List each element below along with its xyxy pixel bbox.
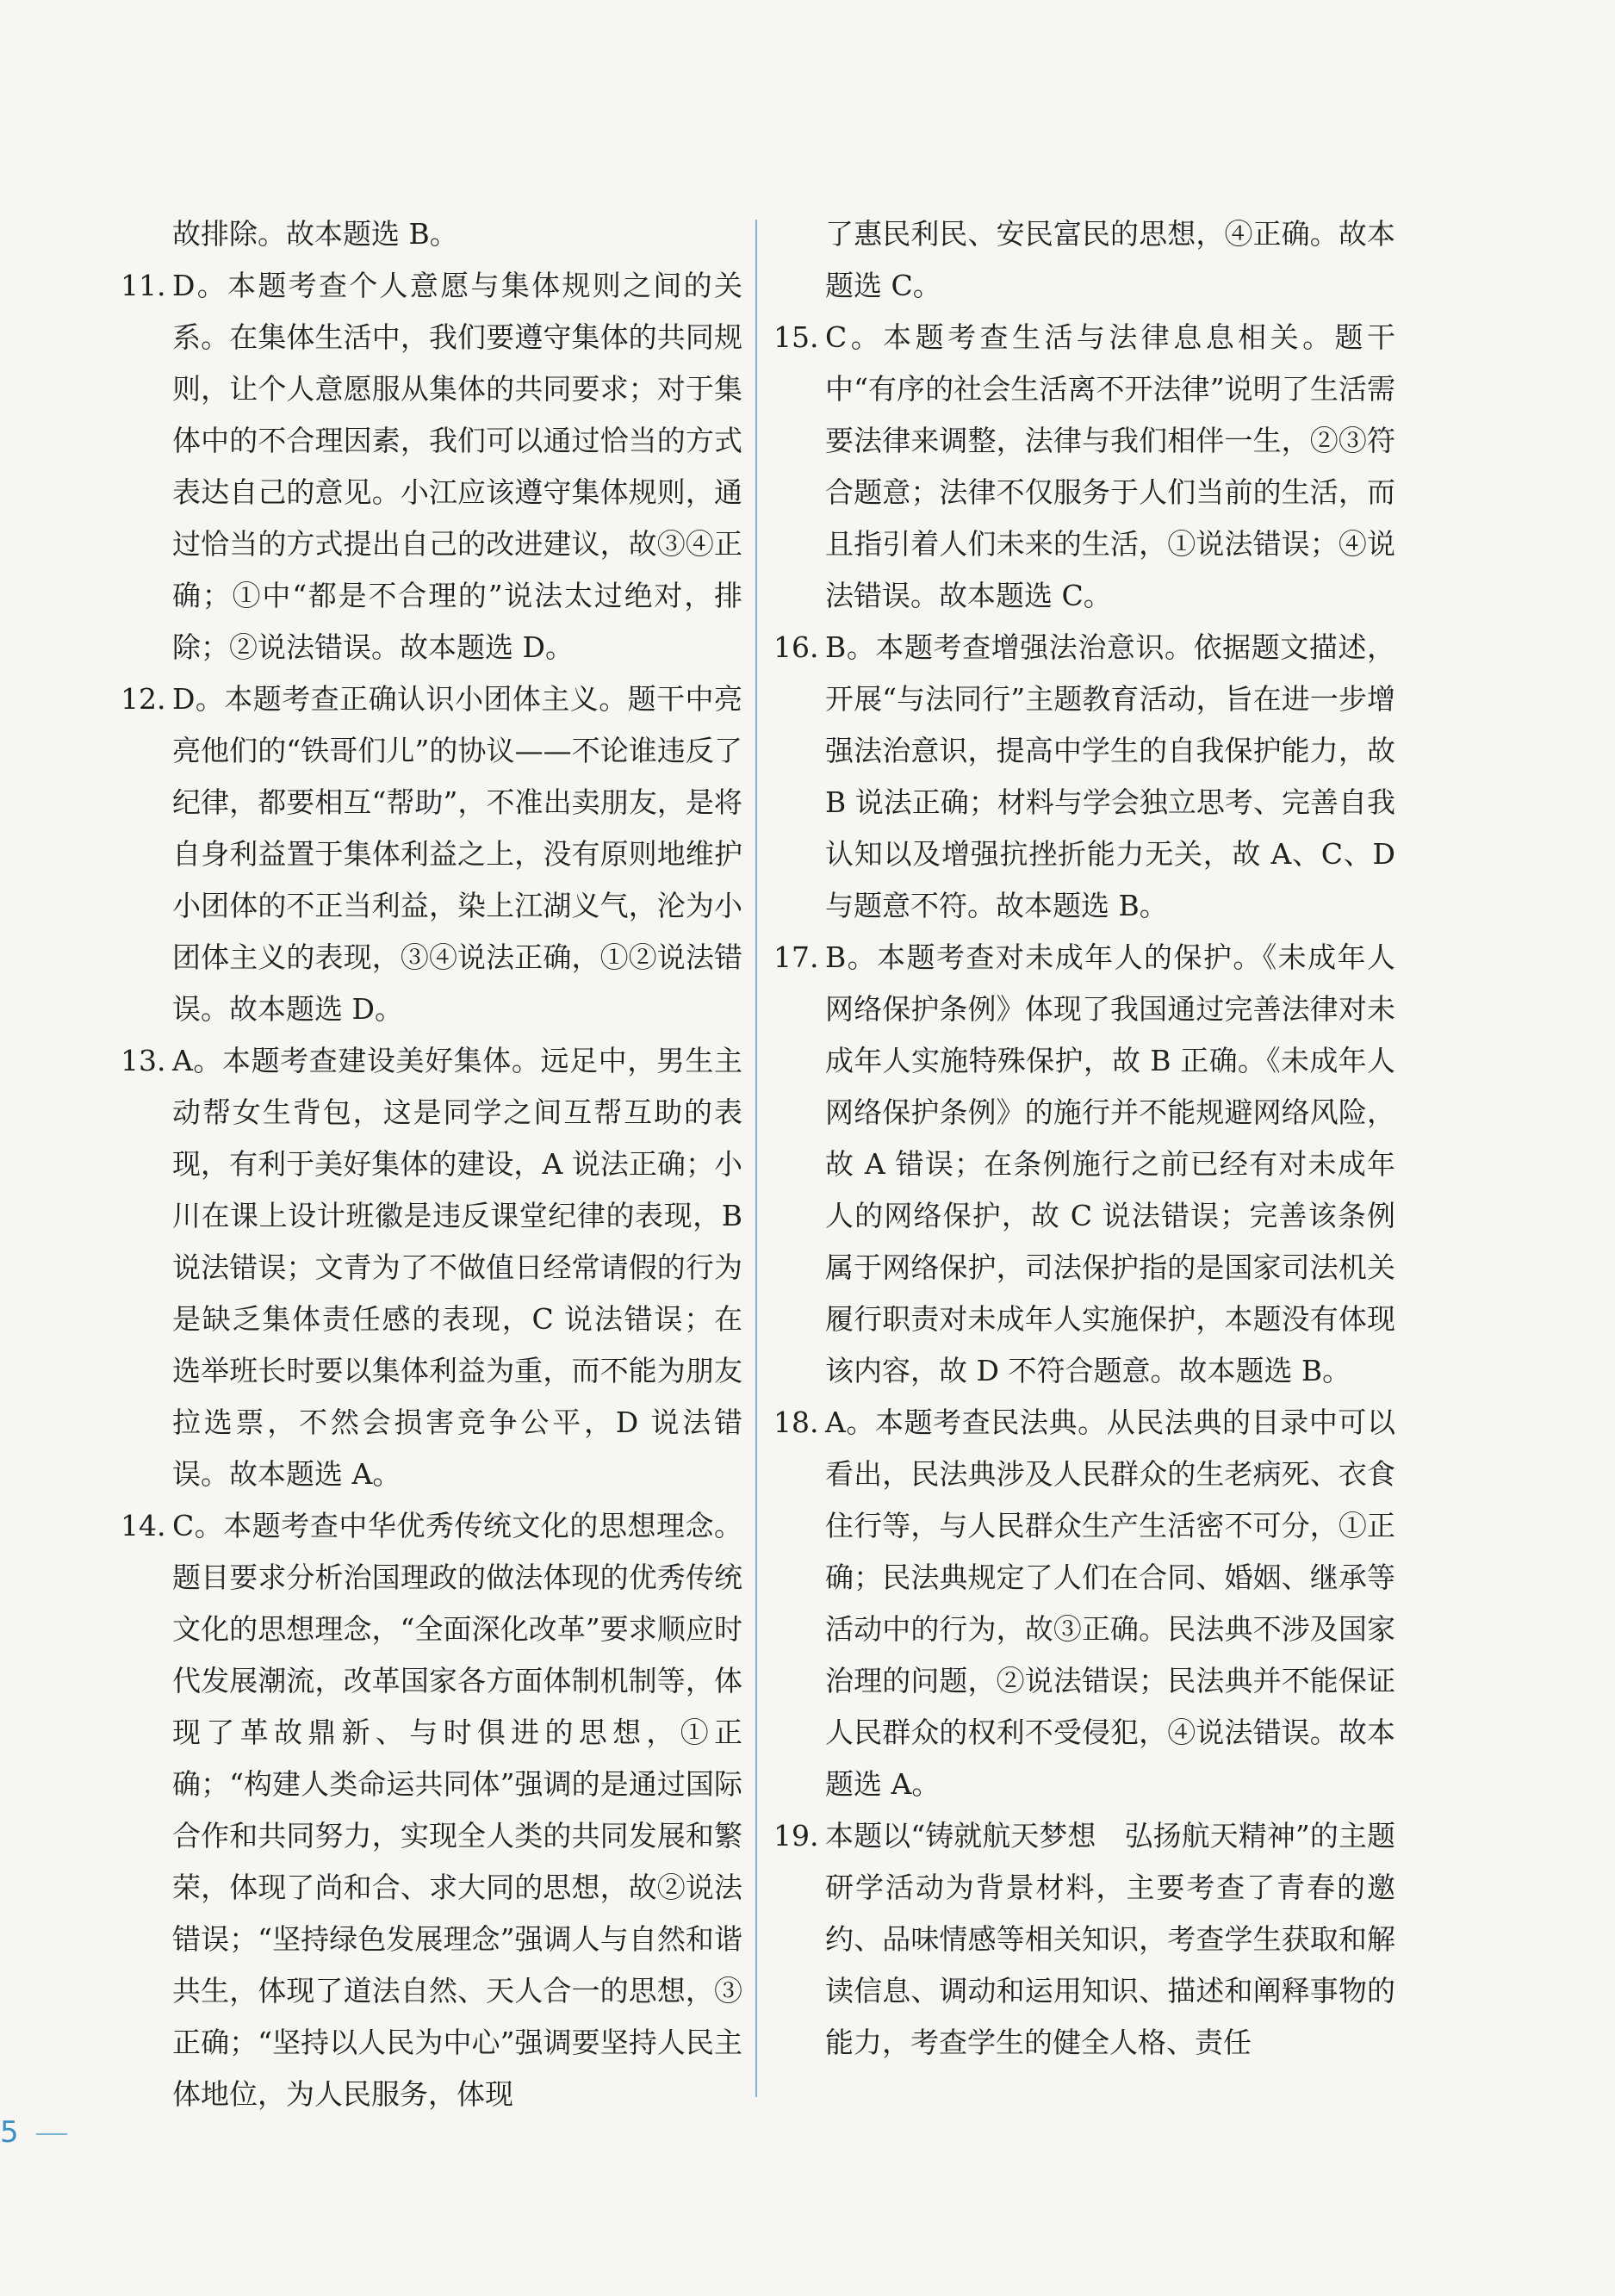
answer-number: 12. <box>121 682 166 716</box>
answer-number: 19. <box>773 1819 819 1852</box>
answer-12 <box>121 673 742 1035</box>
answer-number: 17. <box>773 940 819 974</box>
answer-number: 14. <box>121 1509 166 1542</box>
answer-11 <box>121 260 742 673</box>
answer-15 <box>773 312 1395 622</box>
answer-text: B。本题考查对未成年人的保护。《未成年人网络保护条例》体现了我国通过完善法律对未成年人实施特殊保护，故 B 正确。《未成年人网络保护条例》的施行并不能规避网络风险，故 A 错误；在条例施行之前已经有对未成年人的网络保护，故 C 说法错误；完善该条例属于网络保护，司法保护指的是国家司法机关履行职责对未成年人实施保护，本题没有体现该内容，故 D 不符合题意。故本题选 B。 <box>825 940 1395 1387</box>
answer-16 <box>773 622 1395 932</box>
answer-13 <box>121 1035 742 1500</box>
answer-number: 13. <box>121 1044 166 1077</box>
answer-14 <box>121 1500 742 2120</box>
right-continuation: 了惠民利民、安民富民的思想，④正确。故本题选 C。 <box>825 217 1395 302</box>
answer-text: D。本题考查个人意愿与集体规则之间的关系。在集体生活中，我们要遵守集体的共同规则，让个人意愿服从集体的共同要求；对于集体中的不合理因素，我们可以通过恰当的方式表达自己的意见。小江应该遵守集体规则，通过恰当的方式提出自己的改进建议，故③④正确；①中“都是不合理的”说法太过绝对，排除；②说法错误。故本题选 D。 <box>172 269 742 664</box>
left-column <box>121 208 742 2120</box>
answer-18 <box>773 1397 1395 1810</box>
left-continuation: 故排除。故本题选 B。 <box>172 217 458 251</box>
right-column <box>773 208 1395 2069</box>
page-number-rule <box>36 2133 67 2135</box>
answer-text: C。本题考查生活与法律息息相关。题干中“有序的社会生活离不开法律”说明了生活需要法律来调整，法律与我们相伴一生，②③符合题意；法律不仅服务于人们当前的生活，而且指引着人们未来的生活，①说法错误；④说法错误。故本题选 C。 <box>825 320 1395 612</box>
answer-17 <box>773 932 1395 1397</box>
answer-number: 16. <box>773 630 819 664</box>
answer-number: 15. <box>773 320 819 354</box>
answer-text: A。本题考查民法典。从民法典的目录中可以看出，民法典涉及人民群众的生老病死、衣食住行等，与人民群众生产生活密不可分，①正确；民法典规定了人们在合同、婚姻、继承等活动中的行为，故③正确。民法典不涉及国家治理的问题，②说法错误；民法典并不能保证人民群众的权利不受侵犯，④说法错误。故本题选 A。 <box>825 1406 1395 1801</box>
answer-text: D。本题考查正确认识小团体主义。题干中亮亮他们的“铁哥们儿”的协议——不论谁违反了纪律，都要相互“帮助”，不准出卖朋友，是将自身利益置于集体利益之上，没有原则地维护小团体的不正当利益，染上江湖义气，沦为小团体主义的表现，③④说法正确，①②说法错误。故本题选 D。 <box>172 682 742 1026</box>
answer-number: 11. <box>121 269 166 302</box>
answer-number: 18. <box>773 1406 819 1439</box>
answer-text: C。本题考查中华优秀传统文化的思想理念。题目要求分析治国理政的做法体现的优秀传统文化的思想理念，“全面深化改革”要求顺应时代发展潮流，改革国家各方面体制机制等，体现了革故鼎新、与时俱进的思想，①正确；“构建人类命运共同体”强调的是通过国际合作和共同努力，实现全人类的共同发展和繁荣，体现了尚和合、求大同的思想，故②说法错误；“坚持绿色发展理念”强调人与自然和谐共生，体现了道法自然、天人合一的思想，③正确；“坚持以人民为中心”强调要坚持人民主体地位，为人民服务，体现 <box>172 1509 742 2111</box>
page-number: 5 <box>0 2115 19 2150</box>
answer-text: 本题以“铸就航天梦想 弘扬航天精神”的主题研学活动为背景材料，主要考查了青春的邀约、品味情感等相关知识，考查学生获取和解读信息、调动和运用知识、描述和阐释事物的能力，考查学生的健全人格、责任 <box>825 1819 1395 2059</box>
answer-text: B。本题考查增强法治意识。依据题文描述，开展“与法同行”主题教育活动，旨在进一步增强法治意识，提高中学生的自我保护能力，故 B 说法正确；材料与学会独立思考、完善自我认知以及增强抗挫折能力无关，故 A、C、D 与题意不符。故本题选 B。 <box>825 630 1395 922</box>
answer-text: A。本题考查建设美好集体。远足中，男生主动帮女生背包，这是同学之间互帮互助的表现，有利于美好集体的建设，A 说法正确；小川在课上设计班徽是违反课堂纪律的表现，B 说法错误；文青为了不做值日经常请假的行为是缺乏集体责任感的表现，C 说法错误；在选举班长时要以集体利益为重，而不能为朋友拉选票，不然会损害竞争公平，D 说法错误。故本题选 A。 <box>172 1044 742 1491</box>
column-divider <box>755 220 757 2097</box>
answer-19 <box>773 1810 1395 2069</box>
